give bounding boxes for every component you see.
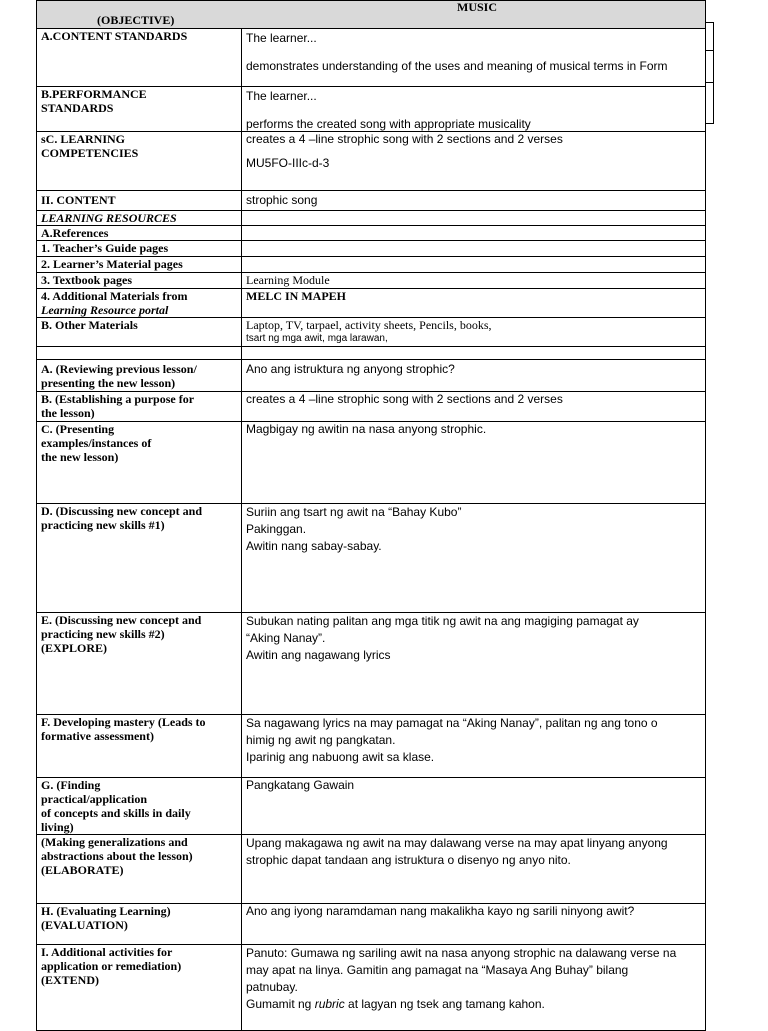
value-line: The learner... — [246, 31, 317, 45]
row-value — [242, 318, 706, 347]
label-line: sC. LEARNING — [41, 132, 126, 146]
row-label — [37, 504, 242, 613]
row-value — [242, 613, 706, 715]
row-value: Pangkatang Gawain — [242, 778, 706, 835]
row-label: A.References — [37, 226, 242, 241]
label-line: G. (Finding — [41, 778, 101, 792]
row-value — [242, 241, 706, 257]
lesson-plan-table — [36, 0, 706, 1031]
label-line: F. Developing mastery (Leads to — [41, 715, 206, 729]
value-line — [246, 996, 701, 1013]
row-label — [37, 715, 242, 778]
label-line: the lesson) — [41, 406, 95, 420]
row-value — [242, 211, 706, 226]
row-value — [242, 132, 706, 191]
row-value — [242, 715, 706, 778]
rubric-word: rubric — [314, 997, 345, 1011]
row-label: LEARNING RESOURCES — [37, 211, 242, 226]
label-line: D. (Discussing new concept and — [41, 504, 203, 518]
label-line: E. (Discussing new concept and — [41, 613, 202, 627]
label-line: practicing new skills #2) — [41, 627, 165, 641]
value-line: patnubay. — [246, 980, 298, 994]
row-label — [37, 945, 242, 1031]
value-line: Sa nagawang lyrics na may pamagat na “Aking Nanay”, palitan ng ang tono o — [246, 716, 658, 730]
value-line: Panuto: Gumawa ng sariling awit na nasa anyong strophic na dalawang verse na — [246, 946, 677, 960]
row-label — [37, 87, 242, 132]
value-text: Gumamit ng — [246, 997, 315, 1011]
row-value — [242, 87, 706, 132]
subject-heading: MUSIC — [457, 0, 498, 14]
value-line: Subukan nating palitan ang mga titik ng awit na ang magiging pamagat ay — [246, 614, 639, 628]
label-line: practicing new skills #1) — [41, 518, 165, 532]
label-line: (EXPLORE) — [41, 641, 107, 655]
row-value: creates a 4 –line strophic song with 2 sections and 2 verses — [242, 392, 706, 422]
value-line: tsart ng mga awit, mga larawan, — [246, 333, 388, 344]
label-line: 4. Additional Materials from — [41, 289, 188, 303]
value-line: strophic dapat tandaan ang istruktura o disenyo ng anyo nito. — [246, 853, 571, 867]
value-line: Upang makagawa ng awit na may dalawang verse na may apat linyang anyong — [246, 836, 668, 850]
row-value — [242, 226, 706, 241]
value-line: MU5FO-IIIc-d-3 — [246, 156, 330, 170]
label-line: examples/instances of — [41, 436, 152, 450]
label-line: the new lesson) — [41, 450, 119, 464]
label-line: living) — [41, 820, 74, 834]
row-label: II. CONTENT — [37, 191, 242, 211]
value-line: Pakinggan. — [246, 522, 307, 536]
side-box-3 — [705, 82, 714, 124]
row-label: 2. Learner’s Material pages — [37, 257, 242, 273]
blank-cell — [242, 347, 706, 360]
value-text: at lagyan ng tsek ang tamang kahon. — [344, 997, 545, 1011]
label-line: (EXTEND) — [41, 973, 100, 987]
row-value: Magbigay ng awitin na nasa anyong strophic. — [242, 422, 706, 504]
side-box-1 — [705, 22, 714, 52]
row-value: Learning Module — [242, 273, 706, 289]
row-label — [37, 392, 242, 422]
row-label: B. Other Materials — [37, 318, 242, 347]
label-line: I. Additional activities for — [41, 945, 173, 959]
label-line: (EVALUATION) — [41, 918, 128, 932]
label-line: B.PERFORMANCE — [41, 87, 147, 101]
row-value: Ano ang iyong naramdaman nang makalikha kayo ng sarili ninyong awit? — [242, 904, 706, 945]
row-label — [37, 360, 242, 392]
row-value — [242, 504, 706, 613]
value-line: The learner... — [246, 89, 317, 103]
row-label — [37, 904, 242, 945]
label-line: application or remediation) — [41, 959, 182, 973]
value-line: Suriin ang tsart ng awit na “Bahay Kubo” — [246, 505, 462, 519]
blank-cell — [37, 347, 242, 360]
value-line: “Aking Nanay”. — [246, 631, 326, 645]
label-line: A. (Reviewing previous lesson/ — [41, 362, 197, 376]
row-label — [37, 613, 242, 715]
label-line: STANDARDS — [41, 101, 114, 115]
label-line: (Making generalizations and — [41, 835, 188, 849]
label-line: formative assessment) — [41, 729, 154, 743]
label-line: (ELABORATE) — [41, 863, 124, 877]
row-label: 1. Teacher’s Guide pages — [37, 241, 242, 257]
value-line: Awitin nang sabay-sabay. — [246, 539, 382, 553]
value-line: demonstrates understanding of the uses and meaning of musical terms in Form — [246, 59, 668, 73]
row-label — [37, 132, 242, 191]
row-value — [242, 945, 706, 1031]
row-label — [37, 422, 242, 504]
value-line: performs the created song with appropriate musicality — [246, 117, 531, 131]
label-line: Learning Resource portal — [41, 303, 169, 317]
value-line: may apat na linya. Gamitin ang pamagat na “Masaya Ang Buhay” bilang — [246, 963, 629, 977]
label-line: C. (Presenting — [41, 422, 115, 436]
row-value: strophic song — [242, 191, 706, 211]
value-line: Iparinig ang nabuong awit sa klase. — [246, 750, 435, 764]
side-box-2 — [705, 50, 714, 84]
row-label: 3. Textbook pages — [37, 273, 242, 289]
value-line: Awitin ang nagawang lyrics — [246, 648, 391, 662]
value-line: himig ng awit ng pangkatan. — [246, 733, 396, 747]
row-label: A.CONTENT STANDARDS — [37, 29, 242, 87]
row-value — [242, 29, 706, 87]
label-line: H. (Evaluating Learning) — [41, 904, 171, 918]
row-value — [242, 835, 706, 904]
row-value: Ano ang istruktura ng anyong strophic? — [242, 360, 706, 392]
row-value — [242, 257, 706, 273]
value-line: creates a 4 –line strophic song with 2 sections and 2 verses — [246, 132, 563, 146]
label-line: practical/application — [41, 792, 147, 806]
row-label — [37, 778, 242, 835]
value-line: Laptop, TV, tarpael, activity sheets, Pencils, books, — [246, 318, 492, 332]
row-value: MELC IN MAPEH — [242, 289, 706, 318]
label-line: of concepts and skills in daily — [41, 806, 191, 820]
label-line: abstractions about the lesson) — [41, 849, 193, 863]
objective-heading: (OBJECTIVE) — [97, 13, 175, 27]
label-line: B. (Establishing a purpose for — [41, 392, 195, 406]
label-line: presenting the new lesson) — [41, 376, 176, 390]
row-label — [37, 835, 242, 904]
label-line: COMPETENCIES — [41, 146, 139, 160]
table-header — [37, 1, 706, 29]
row-label — [37, 289, 242, 318]
